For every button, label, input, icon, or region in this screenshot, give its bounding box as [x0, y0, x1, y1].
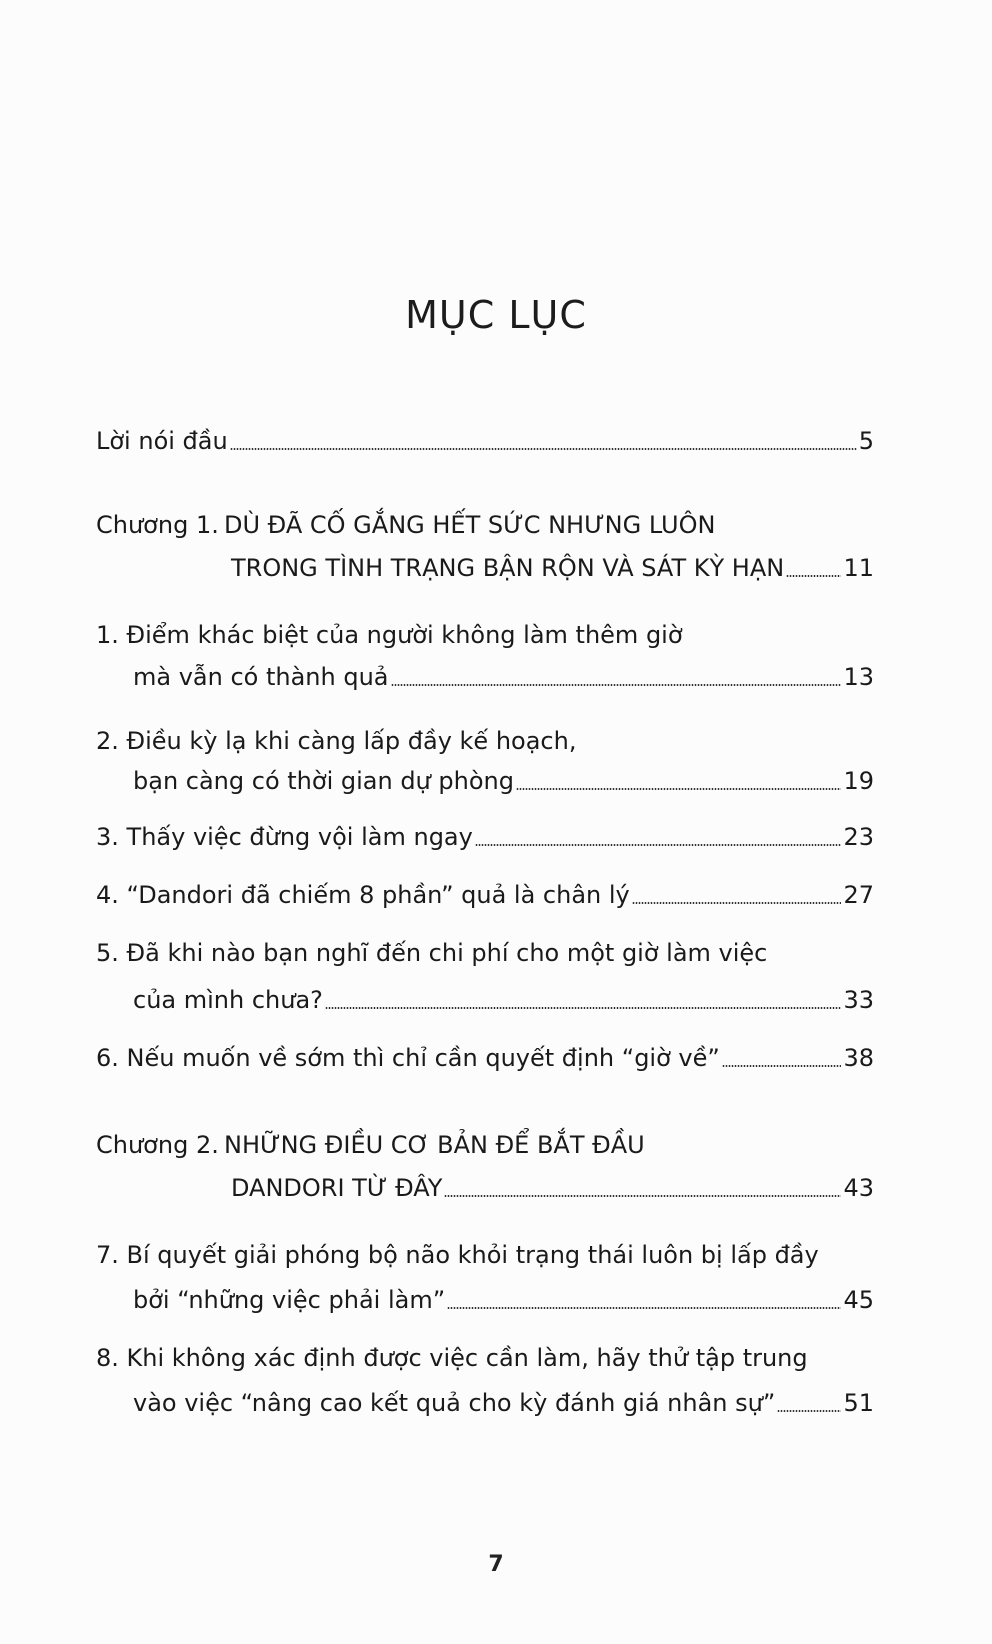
page-number: 7: [488, 1552, 504, 1577]
dot-leader: [632, 902, 842, 904]
entry-page: 11: [843, 554, 874, 582]
dot-leader: [722, 1065, 842, 1067]
toc-chapter-1-line-2[interactable]: [96, 553, 874, 583]
entry-title-cont: bạn càng có thời gian dự phòng: [133, 767, 514, 795]
toc-chapter-1-line-1[interactable]: [96, 510, 874, 540]
dot-leader: [391, 684, 842, 686]
toc-entry-5-line-1[interactable]: [96, 938, 874, 968]
entry-title: 1. Điểm khác biệt của người không làm thêm giờ: [96, 621, 683, 649]
chapter-title-line-2: TRONG TÌNH TRẠNG BẬN RỘN VÀ SÁT KỲ HẠN: [231, 554, 785, 582]
entry-page: 13: [843, 663, 874, 691]
dot-leader: [777, 1410, 841, 1412]
entry-page: 38: [843, 1044, 874, 1072]
toc-entry-7-line-2[interactable]: [96, 1285, 874, 1315]
page-title: MỤC LỤC: [405, 293, 587, 337]
entry-title: 5. Đã khi nào bạn nghĩ đến chi phí cho một giờ làm việc: [96, 939, 768, 967]
toc-entry-2-line-2[interactable]: [96, 766, 874, 796]
entry-page: 45: [843, 1286, 874, 1314]
dot-leader: [786, 575, 841, 577]
toc-entry-7-line-1[interactable]: [96, 1240, 874, 1270]
entry-title-cont: bởi “những việc phải làm”: [133, 1286, 446, 1314]
toc-entry-preface[interactable]: [96, 426, 874, 456]
dot-leader: [475, 844, 842, 846]
dot-leader: [325, 1007, 842, 1009]
chapter-title-line-2: DANDORI TỪ ĐÂY: [231, 1174, 443, 1202]
chapter-title-line-1: DÙ ĐÃ CỐ GẮNG HẾT SỨC NHƯNG LUÔN: [224, 511, 716, 539]
entry-page: 27: [843, 881, 874, 909]
dot-leader: [230, 448, 857, 450]
toc-chapter-2-line-2[interactable]: [96, 1173, 874, 1203]
dot-leader: [447, 1307, 841, 1309]
entry-title: 4. “Dandori đã chiếm 8 phần” quả là chân lý: [96, 881, 630, 909]
entry-title-cont: mà vẫn có thành quả: [133, 663, 389, 691]
toc-entry-1-line-1[interactable]: [96, 620, 874, 650]
toc-entry-2-line-1[interactable]: [96, 726, 874, 756]
entry-page: 33: [843, 986, 874, 1014]
entry-title-cont: vào việc “nâng cao kết quả cho kỳ đánh giá nhân sự”: [133, 1389, 776, 1417]
entry-title: 7. Bí quyết giải phóng bộ não khỏi trạng thái luôn bị lấp đầy: [96, 1241, 819, 1269]
entry-page: 5: [858, 427, 874, 455]
chapter-prefix: Chương 2.: [96, 1131, 219, 1159]
toc-entry-4[interactable]: [96, 880, 874, 910]
toc-entry-1-line-2[interactable]: [96, 662, 874, 692]
entry-title: 3. Thấy việc đừng vội làm ngay: [96, 823, 473, 851]
entry-page: 51: [843, 1389, 874, 1417]
entry-title: 6. Nếu muốn về sớm thì chỉ cần quyết định “giờ về”: [96, 1044, 720, 1072]
toc-entry-5-line-2[interactable]: [96, 985, 874, 1015]
toc-chapter-2-line-1[interactable]: [96, 1130, 874, 1160]
entry-title: 8. Khi không xác định được việc cần làm, hãy thử tập trung: [96, 1344, 808, 1372]
chapter-prefix: Chương 1.: [96, 511, 219, 539]
toc-entry-6[interactable]: [96, 1043, 874, 1073]
entry-title-cont: của mình chưa?: [133, 986, 323, 1014]
chapter-title-line-1: NHỮNG ĐIỀU CƠ BẢN ĐỂ BẮT ĐẦU: [224, 1131, 645, 1159]
entry-page: 43: [843, 1174, 874, 1202]
toc-entry-8-line-1[interactable]: [96, 1343, 874, 1373]
entry-page: 23: [843, 823, 874, 851]
toc-entry-3[interactable]: [96, 822, 874, 852]
entry-page: 19: [843, 767, 874, 795]
dot-leader: [516, 788, 841, 790]
dot-leader: [444, 1195, 841, 1197]
entry-title: Lời nói đầu: [96, 427, 228, 455]
entry-title: 2. Điều kỳ lạ khi càng lấp đầy kế hoạch,: [96, 727, 577, 755]
toc-entry-8-line-2[interactable]: [96, 1388, 874, 1418]
